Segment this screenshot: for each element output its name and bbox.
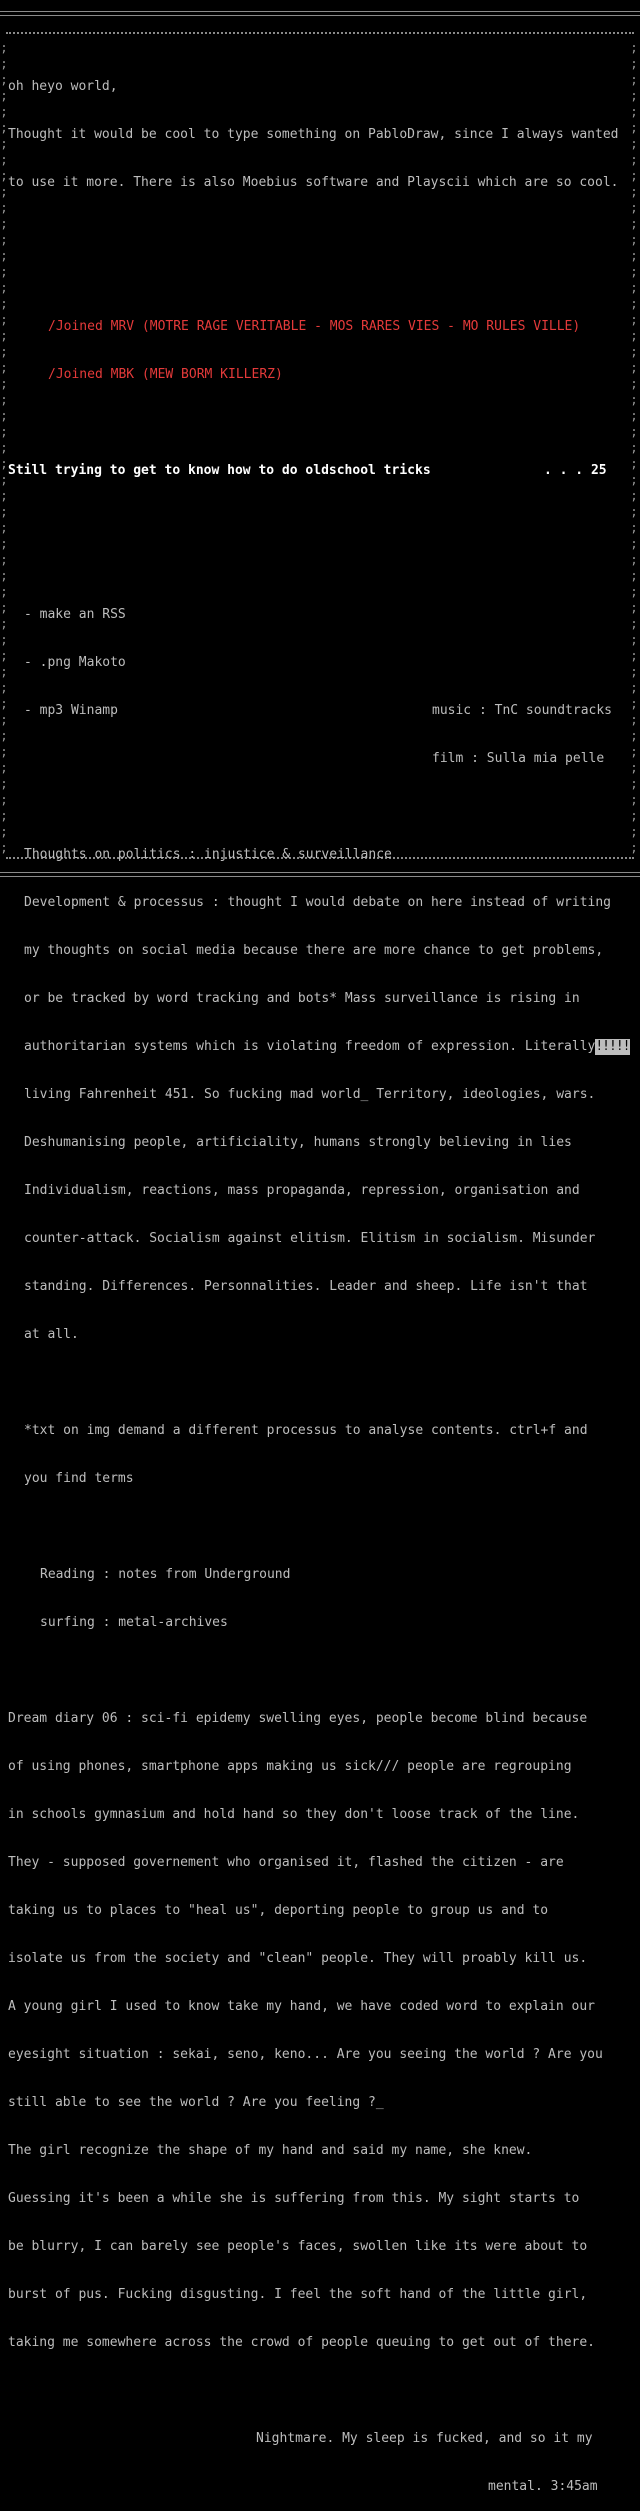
intro-line-3: to use it more. There is also Moebius software and Playscii which are so cool.	[8, 175, 619, 190]
border-glyph: ;	[630, 233, 638, 247]
border-glyph: ;	[0, 825, 8, 839]
border-glyph: ;	[630, 537, 638, 551]
border-glyph: ;	[0, 633, 8, 647]
footnote-line-1: *txt on img demand a different processus to analyse contents. ctrl+f and	[24, 1423, 588, 1438]
dream-line-3: in schools gymnasium and hold hand so they don't loose track of the line.	[8, 1807, 580, 1822]
border-glyph: ;	[630, 153, 638, 167]
border-glyph: ;	[630, 137, 638, 151]
border-glyph: ;	[630, 633, 638, 647]
border-glyph: ;	[630, 777, 638, 791]
dream-line-10: The girl recognize the shape of my hand and said my name, she knew.	[8, 2143, 533, 2158]
politics-line-7: Deshumanising people, artificiality, humans strongly believing in lies	[24, 1135, 572, 1150]
border-glyph: ;	[630, 73, 638, 87]
border-glyph: ;	[0, 425, 8, 439]
border-glyph: ;	[630, 201, 638, 215]
politics-line-10: standing. Differences. Personnalities. Leader and sheep. Life isn't that	[24, 1279, 588, 1294]
dream-line-4: They - supposed governement who organised it, flashed the citizen - are	[8, 1855, 564, 1870]
closing-line-1: Nightmare. My sleep is fucked, and so it my	[256, 2431, 593, 2446]
dream-line-2: of using phones, smartphone apps making us sick/// people are regrouping	[8, 1759, 572, 1774]
border-glyph: ;	[630, 249, 638, 263]
border-glyph: ;	[0, 553, 8, 567]
film-row	[8, 751, 632, 767]
border-glyph: ;	[630, 329, 638, 343]
border-glyph: ;	[0, 153, 8, 167]
politics-line-6: living Fahrenheit 451. So fucking mad world_ Territory, ideologies, wars.	[24, 1087, 596, 1102]
surfing-line: surfing : metal-archives	[40, 1615, 228, 1630]
border-glyph: ;	[630, 713, 638, 727]
politics-line-11: at all.	[24, 1327, 79, 1342]
border-glyph: ;	[630, 761, 638, 775]
border-glyph: ;	[0, 793, 8, 807]
border-glyph: ;	[0, 537, 8, 551]
border-glyph: ;	[0, 473, 8, 487]
border-glyph: ;	[0, 121, 8, 135]
ascii-document	[8, 47, 632, 2511]
reading-line: Reading : notes from Underground	[40, 1567, 291, 1582]
border-glyph: ;	[630, 521, 638, 535]
border-glyph: ;	[0, 265, 8, 279]
intro-line-2: Thought it would be cool to type something on PabloDraw, since I always wanted	[8, 127, 619, 142]
todo-item-png: - .png Makoto	[24, 655, 126, 670]
border-glyph: ;	[0, 729, 8, 743]
border-glyph: ;	[0, 105, 8, 119]
dream-line-5: taking us to places to "heal us", deporting people to group us and to	[8, 1903, 549, 1918]
border-glyph: ;	[0, 409, 8, 423]
border-glyph: ;	[630, 185, 638, 199]
status-counter: . . . 25	[544, 463, 607, 478]
border-glyph: ;	[630, 569, 638, 583]
joined-line-1: /Joined MRV (MOTRE RAGE VERITABLE - MOS RARES VIES - MO RULES VILLE)	[48, 319, 581, 334]
border-glyph: ;	[0, 297, 8, 311]
border-glyph: ;	[0, 841, 8, 855]
todo-item-mp3: - mp3 Winamp music : TnC soundtracks	[24, 703, 613, 718]
border-glyph: ;	[0, 617, 8, 631]
border-glyph: ;	[630, 361, 638, 375]
film-line: film : Sulla mia pelle	[432, 751, 605, 766]
dream-line-7: A young girl I used to know take my hand, we have coded word to explain our	[8, 1999, 595, 2014]
politics-line-2: Development & processus : thought I would debate on here instead of writing	[24, 895, 611, 910]
music-line: music : TnC soundtracks	[432, 703, 613, 718]
border-glyph: ;	[0, 777, 8, 791]
border-glyph: ;	[0, 137, 8, 151]
border-glyph: ;	[0, 217, 8, 231]
border-glyph: ;	[630, 697, 638, 711]
border-glyph: ;	[630, 617, 638, 631]
border-glyph: ;	[0, 601, 8, 615]
text-cursor-block: !!!!!	[595, 1039, 630, 1054]
border-glyph: ;	[0, 761, 8, 775]
border-glyph: ;	[630, 553, 638, 567]
border-glyph: ;	[0, 649, 8, 663]
border-glyph: ;	[0, 361, 8, 375]
border-glyph: ;	[0, 281, 8, 295]
politics-line-8: Individualism, reactions, mass propaganda, repression, organisation and	[24, 1183, 580, 1198]
dream-line-8: eyesight situation : sekai, seno, keno... Are you seeing the world ? Are you	[8, 2047, 603, 2062]
border-glyph: ;	[0, 809, 8, 823]
border-glyph: ;	[630, 441, 638, 455]
border-glyph: ;	[0, 73, 8, 87]
top-dotted-rule	[6, 32, 634, 34]
border-glyph: ;	[630, 121, 638, 135]
border-glyph: ;	[0, 489, 8, 503]
border-glyph: ;	[630, 505, 638, 519]
top-rule-1	[0, 11, 640, 12]
border-glyph: ;	[0, 377, 8, 391]
politics-line-5: authoritarian systems which is violating freedom of expression. Literally!!!!!	[24, 1039, 630, 1054]
border-glyph: ;	[630, 89, 638, 103]
border-glyph: ;	[630, 377, 638, 391]
border-glyph: ;	[0, 681, 8, 695]
border-glyph: ;	[0, 89, 8, 103]
border-glyph: ;	[630, 729, 638, 743]
dream-line-6: isolate us from the society and "clean" people. They will proably kill us.	[8, 1951, 588, 1966]
border-glyph: ;	[0, 169, 8, 183]
top-rule-2	[0, 15, 640, 16]
border-glyph: ;	[0, 233, 8, 247]
border-glyph: ;	[630, 665, 638, 679]
border-glyph: ;	[630, 825, 638, 839]
border-glyph: ;	[630, 841, 638, 855]
dream-line-14: taking me somewhere across the crowd of people queuing to get out of there.	[8, 2335, 595, 2350]
left-border	[0, 40, 8, 856]
politics-line-4: or be tracked by word tracking and bots* Mass surveillance is rising in	[24, 991, 580, 1006]
border-glyph: ;	[0, 185, 8, 199]
border-glyph: ;	[0, 201, 8, 215]
status-heading: Still trying to get to know how to do oldschool tricks	[8, 463, 431, 478]
border-glyph: ;	[630, 57, 638, 71]
politics-line-3: my thoughts on social media because there are more chance to get problems,	[24, 943, 604, 958]
border-glyph: ;	[0, 393, 8, 407]
border-glyph: ;	[630, 409, 638, 423]
border-glyph: ;	[630, 217, 638, 231]
border-glyph: ;	[0, 441, 8, 455]
border-glyph: ;	[630, 265, 638, 279]
dream-line-11: Guessing it's been a while she is suffering from this. My sight starts to	[8, 2191, 580, 2206]
border-glyph: ;	[630, 649, 638, 663]
dream-line-1: Dream diary 06 : sci-fi epidemy swelling eyes, people become blind because	[8, 1711, 588, 1726]
border-glyph: ;	[630, 281, 638, 295]
footnote-line-2: you find terms	[24, 1471, 134, 1486]
border-glyph: ;	[630, 41, 638, 55]
border-glyph: ;	[0, 345, 8, 359]
border-glyph: ;	[630, 345, 638, 359]
border-glyph: ;	[0, 505, 8, 519]
border-glyph: ;	[630, 105, 638, 119]
border-glyph: ;	[0, 329, 8, 343]
dream-line-9: still able to see the world ? Are you feeling ?_	[8, 2095, 384, 2110]
border-glyph: ;	[0, 41, 8, 55]
border-glyph: ;	[630, 489, 638, 503]
politics-line-1: Thoughts on politics : injustice & surveillance	[24, 847, 392, 862]
border-glyph: ;	[0, 665, 8, 679]
dream-line-13: burst of pus. Fucking disgusting. I feel the soft hand of the little girl,	[8, 2287, 588, 2302]
border-glyph: ;	[630, 601, 638, 615]
border-glyph: ;	[630, 745, 638, 759]
border-glyph: ;	[630, 473, 638, 487]
border-glyph: ;	[0, 521, 8, 535]
intro-line-1: oh heyo world,	[8, 79, 118, 94]
status-line	[8, 463, 632, 479]
closing-line-2: mental. 3:45am	[488, 2479, 598, 2494]
border-glyph: ;	[0, 569, 8, 583]
border-glyph: ;	[0, 249, 8, 263]
border-glyph: ;	[0, 313, 8, 327]
border-glyph: ;	[630, 297, 638, 311]
border-glyph: ;	[630, 457, 638, 471]
border-glyph: ;	[630, 313, 638, 327]
border-glyph: ;	[630, 793, 638, 807]
border-glyph: ;	[0, 585, 8, 599]
border-glyph: ;	[0, 697, 8, 711]
border-glyph: ;	[630, 809, 638, 823]
border-glyph: ;	[630, 393, 638, 407]
dream-line-12: be blurry, I can barely see people's faces, swollen like its were about to	[8, 2239, 588, 2254]
border-glyph: ;	[0, 713, 8, 727]
border-glyph: ;	[630, 681, 638, 695]
border-glyph: ;	[630, 585, 638, 599]
border-glyph: ;	[630, 425, 638, 439]
border-glyph: ;	[0, 57, 8, 71]
todo-item-rss: - make an RSS	[24, 607, 126, 622]
border-glyph: ;	[0, 457, 8, 471]
border-glyph: ;	[0, 745, 8, 759]
politics-line-9: counter-attack. Socialism against elitism. Elitism in socialism. Misunder	[24, 1231, 596, 1246]
joined-line-2: /Joined MBK (MEW BORM KILLERZ)	[48, 367, 283, 382]
border-glyph: ;	[630, 169, 638, 183]
